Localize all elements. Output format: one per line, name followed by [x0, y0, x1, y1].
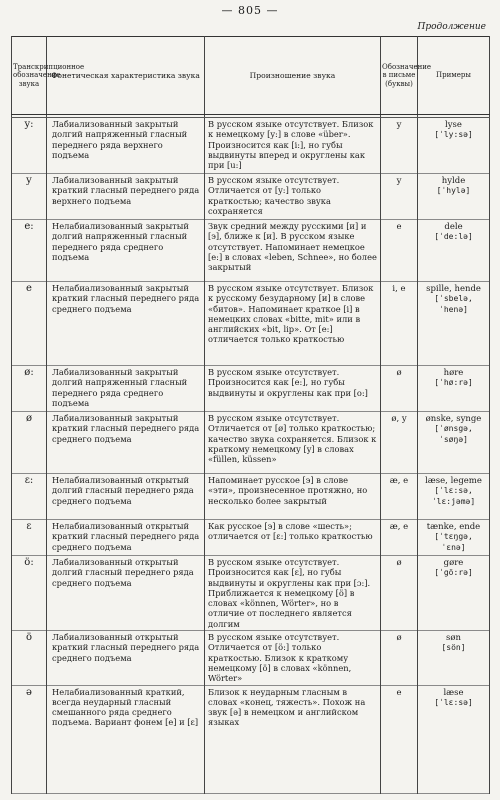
example-word: ønske, synge: [425, 414, 482, 424]
row-pronunciation: Как русское [э] в слове «шесть»; отличается от [ɛ:] только краткостью: [205, 520, 381, 556]
row-example: [418, 282, 490, 366]
example-transcription: [ˈtɛŋgə, ˈɛnə]: [434, 532, 473, 552]
row-symbol: ə: [12, 685, 47, 793]
row-description: Нелабиализованный закрытый долгий напряженный гласный переднего ряда среднего подъема: [47, 220, 205, 282]
row-symbol: e:: [12, 220, 47, 282]
row-symbol: ɛ: [12, 520, 47, 556]
table-row: [12, 220, 490, 282]
row-description: Нелабиализованный краткий, всегда неударный гласный смешанного ряда среднего подъема. Вариант фонем [e] и [ɛ]: [47, 685, 205, 793]
example-transcription: [sön]: [441, 643, 466, 653]
example-transcription: [ˈhø:rə]: [434, 378, 473, 388]
row-description: Лабиализованный открытый долгий гласный переднего ряда среднего подъема: [47, 556, 205, 631]
phonetics-table-container: [11, 36, 489, 794]
example-word: hylde: [441, 176, 466, 186]
row-symbol: ɛ:: [12, 474, 47, 520]
example-word: tænke, ende: [426, 522, 481, 532]
row-letter: ø: [381, 631, 418, 685]
example-word: dele: [444, 222, 463, 232]
row-description: Лабиализованный закрытый долгий напряженный гласный переднего ряда верхнего подъема: [47, 118, 205, 174]
table-row: [12, 685, 490, 793]
table-row: [12, 631, 490, 685]
row-symbol: ö:: [12, 556, 47, 631]
row-letter: e: [381, 220, 418, 282]
table-row: [12, 366, 490, 412]
table-row: [12, 520, 490, 556]
example-transcription: [ˈsbelə, ˈhenə]: [434, 294, 473, 314]
table-row: [12, 174, 490, 220]
row-example: [418, 412, 490, 474]
header-transcription: Транскрипционное обозначение звука: [12, 37, 47, 115]
row-description: Лабиализованный закрытый долгий напряженный гласный переднего ряда среднего подъема: [47, 366, 205, 412]
row-description: Нелабиализованный открытый краткий гласный переднего ряда среднего подъема: [47, 520, 205, 556]
example-transcription: [ˈønsgə, ˈsøŋə]: [434, 424, 473, 444]
page-number: — 805 —: [221, 4, 279, 17]
row-symbol: ø: [12, 412, 47, 474]
header-letter: Обозначение в письме (буквы): [381, 37, 418, 115]
table-row: [12, 474, 490, 520]
row-pronunciation: В русском языке отсутствует. Близок к немецкому [y:] в слове «über». Произносится как [i:], но губы выдвинуты вперед и округлены как при [u:]: [205, 118, 381, 174]
row-letter: y: [381, 174, 418, 220]
row-example: [418, 474, 490, 520]
row-symbol: e: [12, 282, 47, 366]
row-example: [418, 556, 490, 631]
row-symbol: ø:: [12, 366, 47, 412]
example-transcription: [ˈly:sə]: [434, 130, 473, 140]
example-word: lyse: [445, 120, 462, 130]
row-symbol: ö: [12, 631, 47, 685]
row-letter: ø, y: [381, 412, 418, 474]
row-symbol: y: [12, 174, 47, 220]
table-header-row: [12, 37, 490, 115]
row-description: Нелабиализованный закрытый краткий гласный переднего ряда среднего подъема: [47, 282, 205, 366]
example-word: spille, hende: [426, 284, 481, 294]
row-description: Лабиализованный закрытый краткий гласный переднего ряда среднего подъема: [47, 412, 205, 474]
row-description: Лабиализованный закрытый краткий гласный переднего ряда верхнего подъема: [47, 174, 205, 220]
header-description: Фонетическая характеристика звука: [47, 37, 205, 115]
row-example: [418, 366, 490, 412]
row-pronunciation: В русском языке отсутствует. Близок к русскому безударному [и] в слове «битов». Напоминает краткое [i] в немецких словах «bitte, mit» или в английских «bit, lip». От [e:] отличается только краткостью: [205, 282, 381, 366]
table-row: [12, 118, 490, 174]
row-pronunciation: В русском языке отсутствует. Отличается от [ø] только краткостью; качество звука сохраняется. Близок к краткому немецкому [y] в словах «füllen, küssen»: [205, 412, 381, 474]
row-pronunciation: Напоминает русское [э] в слове «эти», произнесенное протяжно, но несколько более закрытый: [205, 474, 381, 520]
row-pronunciation: В русском языке отсутствует. Отличается от [ö:] только краткостью. Близок к краткому немецкому [ö] в словах «können, Wörter»: [205, 631, 381, 685]
table-row: [12, 282, 490, 366]
row-letter: æ, e: [381, 520, 418, 556]
row-example: [418, 520, 490, 556]
example-word: søn: [446, 633, 461, 644]
row-description: Лабиализованный открытый краткий гласный переднего ряда среднего подъема: [47, 631, 205, 685]
row-symbol: y:: [12, 118, 47, 174]
row-example: [418, 118, 490, 174]
row-letter: i, e: [381, 282, 418, 366]
row-letter: ø: [381, 556, 418, 631]
row-pronunciation: Близок к неударным гласным в словах «конец, тяжесть». Похож на звук [ə] в немецком и английском языках: [205, 685, 381, 793]
row-letter: ø: [381, 366, 418, 412]
example-transcription: [ˈde:lə]: [434, 232, 473, 242]
row-example: [418, 685, 490, 793]
table-row: [12, 556, 490, 631]
header-examples: Примеры: [418, 37, 490, 115]
row-pronunciation: В русском языке отсутствует. Произносится как [ɛ], но губы выдвинуты и округлены как при [ɔ:]. Приближается к немецкому [ö] в словах «können, Wörter», но в отличие от последнего является долгим: [205, 556, 381, 631]
row-pronunciation: Звук средний между русскими [и] и [э], ближе к [и]. В русском языке отсутствует. Напоминает немецкое [e:] в словах «leben, Schnee», но более закрытый: [205, 220, 381, 282]
row-pronunciation: В русском языке отсутствует. Произносится как [e:], но губы выдвинуты и округлены как при [o:]: [205, 366, 381, 412]
example-transcription: [ˈlɛ:sə, ˈlɛ:jəmə]: [431, 486, 476, 506]
header-pronunciation: Произношение звука: [205, 37, 381, 115]
row-description: Нелабиализованный открытый долгий гласный переднего ряда среднего подъема: [47, 474, 205, 520]
row-letter: e: [381, 685, 418, 793]
row-letter: æ, e: [381, 474, 418, 520]
example-transcription: [ˈgö:rə]: [434, 568, 473, 578]
table-row: [12, 412, 490, 474]
example-word: høre: [443, 368, 464, 378]
example-word: læse: [443, 687, 464, 698]
phonetics-table: [11, 36, 490, 794]
row-letter: y: [381, 118, 418, 174]
example-transcription: [ˈhylə]: [436, 186, 471, 196]
example-word: læse, legeme: [425, 476, 482, 486]
row-example: [418, 631, 490, 685]
continuation-label: Продолжение: [417, 22, 486, 32]
example-word: gøre: [443, 558, 464, 568]
row-example: [418, 174, 490, 220]
example-transcription: [ˈlɛ:sə]: [434, 697, 473, 707]
row-example: [418, 220, 490, 282]
row-pronunciation: В русском языке отсутствует. Отличается от [y:] только краткостью; качество звука сохраняется: [205, 174, 381, 220]
